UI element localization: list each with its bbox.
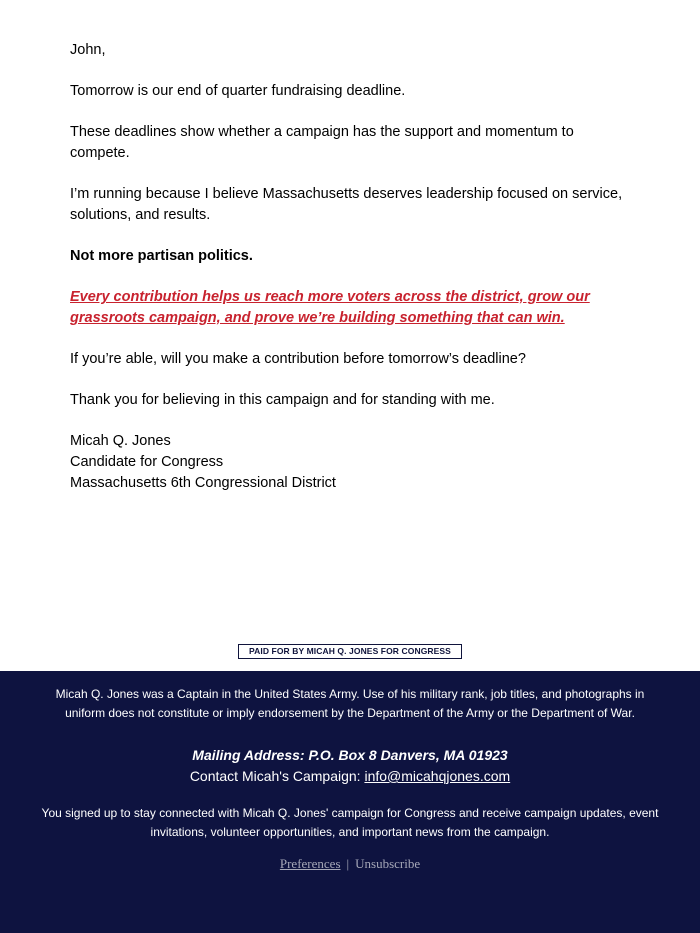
signature-name: Micah Q. Jones (70, 433, 171, 449)
unsubscribe-link[interactable]: Unsubscribe (355, 856, 421, 871)
letter-body (70, 40, 630, 494)
signature-block (70, 431, 630, 494)
link-separator: | (346, 856, 350, 871)
paragraph-thanks: Thank you for believing in this campaign and for standing with me. (70, 392, 495, 408)
email-footer (0, 671, 700, 933)
paragraph-why-running: I’m running because I believe Massachusetts deserves leadership focused on service, solutions, and results. (70, 186, 623, 223)
signup-notice: You signed up to stay connected with Micah Q. Jones' campaign for Congress and receive campaign updates, event invitations, volunteer opportunities, and important news from the campaign. (41, 806, 659, 839)
paragraph-momentum: These deadlines show whether a campaign has the support and momentum to compete. (70, 124, 574, 161)
footer-links (0, 856, 700, 872)
paid-for-disclaimer: PAID FOR BY MICAH Q. JONES FOR CONGRESS (238, 644, 462, 659)
contact-line (0, 766, 700, 786)
contact-email-link[interactable]: info@micahqjones.com (364, 768, 511, 784)
greeting: John, (70, 42, 106, 58)
military-disclaimer: Micah Q. Jones was a Captain in the United States Army. Use of his military rank, job titles, and photographs in uniform does not constitute or imply endorsement by the Department of the Army or the Department of War. (55, 687, 645, 720)
paragraph-not-partisan: Not more partisan politics. (70, 248, 253, 264)
preferences-link[interactable]: Preferences (279, 856, 341, 871)
contribution-link[interactable]: Every contribution helps us reach more voters across the district, grow our grassroots campaign, and prove we’re building something that can win. (70, 289, 590, 326)
signature-district: Massachusetts 6th Congressional District (70, 475, 336, 491)
mailing-address: Mailing Address: P.O. Box 8 Danvers, MA 01923 (192, 747, 508, 763)
cta-paragraph (70, 287, 630, 329)
paragraph-ask: If you’re able, will you make a contribution before tomorrow’s deadline? (70, 351, 526, 367)
signature-title: Candidate for Congress (70, 454, 224, 470)
contact-label: Contact Micah's Campaign: (189, 768, 365, 784)
paragraph-deadline: Tomorrow is our end of quarter fundraising deadline. (70, 83, 406, 99)
